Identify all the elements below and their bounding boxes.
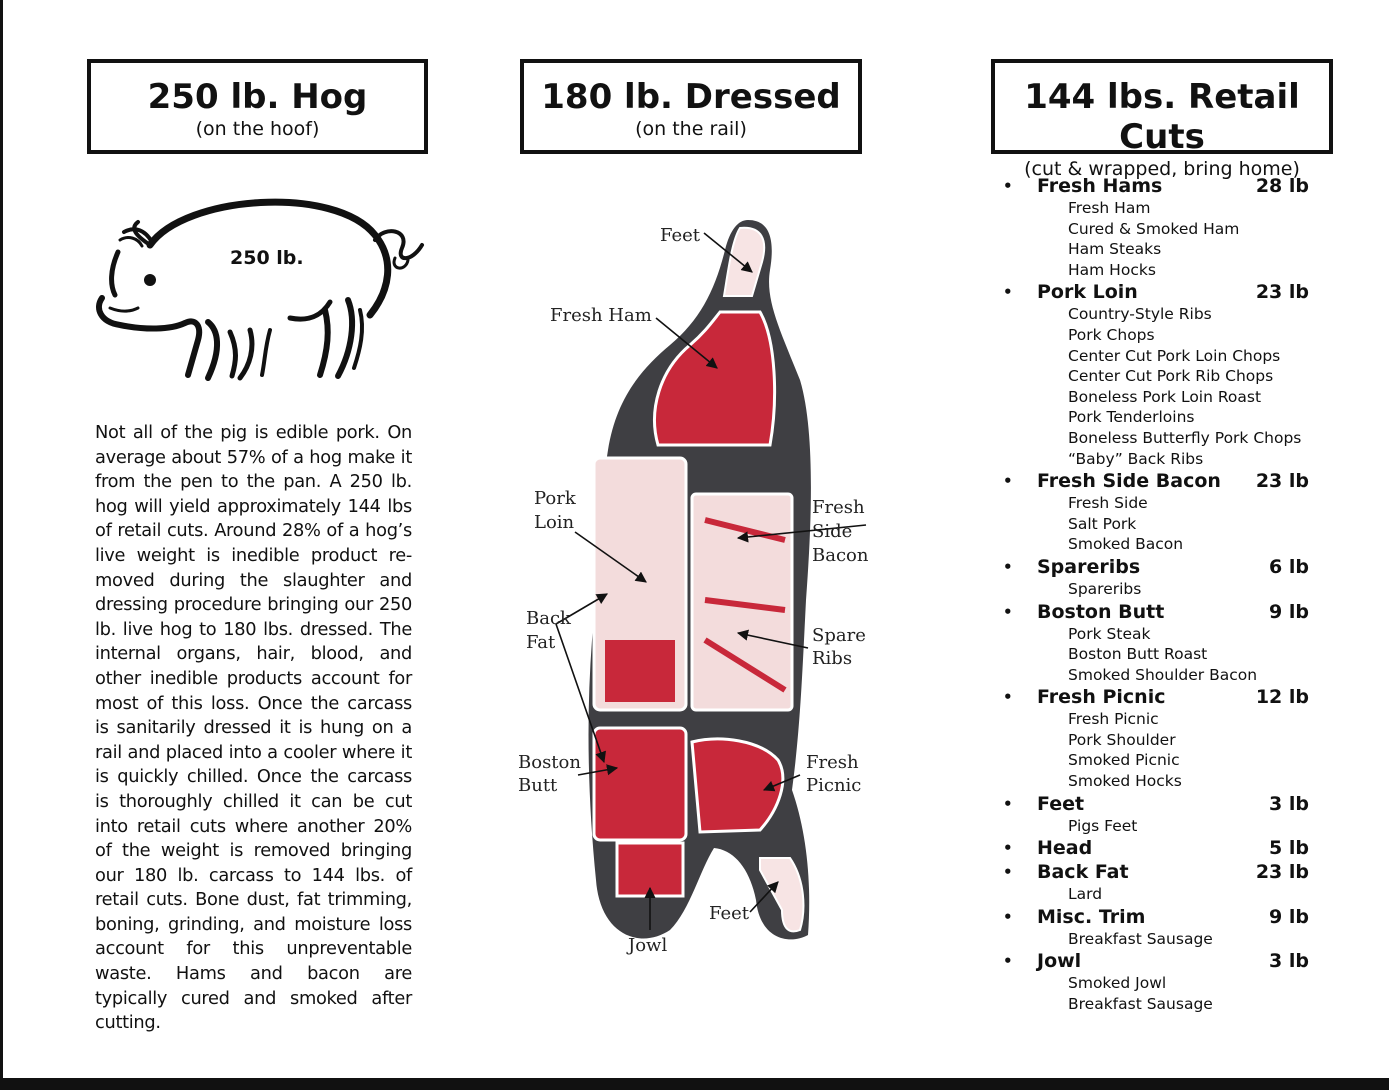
retail-cut-weight: 5 lb <box>1269 837 1309 860</box>
retail-cut-item: Smoked Bacon <box>1068 535 1184 554</box>
retail-cut-name: Boston Butt <box>1037 600 1165 623</box>
bottom-black-bar <box>0 1078 1389 1090</box>
label-boston: Boston <box>518 752 581 773</box>
retail-cut-item: Country-Style Ribs <box>1068 305 1212 324</box>
retail-cut-row <box>1003 792 1313 816</box>
retail-cut-item: Spareribs <box>1068 579 1142 598</box>
bullet-icon: • <box>1003 602 1013 621</box>
label-fresh-ham: Fresh Ham <box>550 305 652 326</box>
page-left-rule <box>0 0 3 1078</box>
retail-cut-item: Fresh Picnic <box>1068 710 1159 729</box>
retail-cut-item: Pigs Feet <box>1068 816 1138 835</box>
bullet-icon: • <box>1003 283 1013 302</box>
label-back: Back <box>526 608 571 629</box>
explanation-paragraph: Not all of the pig is edible pork. On average about 57% of a hog make it from the pen to the pan. A 250 lb. hog will yield approximately 144 lbs of retail cuts. Around 28% of a hog’s live weight is inedible product re-moved during the slaughter and dressing procedure bringing our 250 lb. live hog to 180 lbs. dressed. The internal organs, hair, blood, and other inedible products account for most of this loss. Once the carcass is sanitarily dressed it is hung on a rail and placed into a cooler where it is quickly chilled. Once the carcass is thoroughly chilled it can be cut into retail cuts where another 20% of the weight is removed bringing our 180 lb. carcass to 144 lbs. of retail cuts. Bone dust, fat trimming, boning, grinding, and moisture loss account for this unpreventable waste. Hams and bacon are typically cured and smoked after cutting. <box>95 422 412 1034</box>
retail-cut-row <box>1003 685 1313 709</box>
dressed-title: 180 lb. Dressed <box>541 77 841 117</box>
retail-cut-item: Boneless Butterfly Pork Chops <box>1068 428 1302 447</box>
bullet-icon: • <box>1003 863 1013 882</box>
cut-boston-butt <box>594 728 686 840</box>
label-pork: Pork <box>534 488 576 509</box>
retail-cut-item: Center Cut Pork Rib Chops <box>1068 367 1274 386</box>
label-bacon: Bacon <box>812 545 869 566</box>
retail-cut-item: Lard <box>1068 885 1103 904</box>
retail-cut-item: Smoked Picnic <box>1068 751 1180 770</box>
retail-cut-weight: 12 lb <box>1255 686 1309 709</box>
label-picnic: Picnic <box>806 775 862 796</box>
retail-cut-weight: 9 lb <box>1269 905 1309 928</box>
retail-cut-item: Ham Hocks <box>1068 260 1156 279</box>
retail-cut-name: Feet <box>1037 792 1085 815</box>
retail-cut-row <box>1003 905 1313 929</box>
label-feet-top: Feet <box>660 225 701 246</box>
retail-cut-name: Fresh Hams <box>1037 175 1163 197</box>
retail-cut-item: Breakfast Sausage <box>1068 995 1213 1014</box>
retail-cut-weight: 3 lb <box>1269 792 1309 815</box>
label-fat: Fat <box>526 632 556 653</box>
retail-cut-item: Pork Steak <box>1068 624 1151 643</box>
retail-cuts-list <box>1003 174 1313 1015</box>
label-jowl: Jowl <box>628 935 668 956</box>
bullet-icon: • <box>1003 688 1013 707</box>
retail-title-box <box>991 59 1333 180</box>
bullet-icon: • <box>1003 472 1013 491</box>
retail-cut-item: Smoked Shoulder Bacon <box>1068 665 1258 684</box>
label-spare: Spare <box>812 625 866 646</box>
retail-cut-row <box>1003 469 1313 493</box>
bullet-icon: • <box>1003 794 1013 813</box>
retail-cut-item: Fresh Ham <box>1068 199 1151 217</box>
retail-cut-name: Jowl <box>1037 950 1082 973</box>
retail-cut-weight: 9 lb <box>1269 600 1309 623</box>
label-butt: Butt <box>518 775 558 796</box>
label-ribs: Ribs <box>812 648 853 669</box>
retail-cut-row <box>1003 949 1313 973</box>
retail-cut-item: Breakfast Sausage <box>1068 929 1213 948</box>
bullet-icon: • <box>1003 177 1013 195</box>
retail-cut-weight: 23 lb <box>1255 861 1309 884</box>
retail-cut-name: Fresh Picnic <box>1037 686 1166 709</box>
hog-subtitle: (on the hoof) <box>195 118 320 140</box>
bullet-icon: • <box>1003 557 1013 576</box>
retail-cut-item: Boston Butt Roast <box>1068 645 1208 664</box>
retail-cut-row <box>1003 174 1313 198</box>
hog-title-box <box>87 59 428 154</box>
retail-cut-item: Pork Shoulder <box>1068 730 1176 749</box>
retail-cut-item: Smoked Hocks <box>1068 772 1182 791</box>
retail-cut-item: Pork Tenderloins <box>1068 408 1195 427</box>
retail-cut-row <box>1003 600 1313 624</box>
retail-cut-weight: 28 lb <box>1255 175 1309 197</box>
retail-cut-name: Misc. Trim <box>1037 905 1146 928</box>
retail-cut-name: Head <box>1037 837 1093 860</box>
dressed-subtitle: (on the rail) <box>635 118 747 140</box>
retail-subtitle: (cut & wrapped, bring home) <box>1024 158 1300 180</box>
pig-weight-label: 250 lb. <box>230 247 304 269</box>
retail-cut-item: Pork Chops <box>1068 325 1155 344</box>
retail-cut-item: Cured & Smoked Ham <box>1068 219 1240 238</box>
retail-title: 144 lbs. Retail Cuts <box>1024 77 1300 157</box>
hog-title: 250 lb. Hog <box>147 77 368 117</box>
retail-cut-item: Ham Steaks <box>1068 240 1162 259</box>
label-side: Side <box>812 521 853 542</box>
label-loin: Loin <box>534 512 575 533</box>
retail-cut-item: Center Cut Pork Loin Chops <box>1068 346 1281 365</box>
retail-cut-item: Smoked Jowl <box>1068 974 1167 993</box>
retail-cut-weight: 23 lb <box>1255 470 1309 493</box>
bullet-icon: • <box>1003 839 1013 858</box>
pig-illustration <box>90 190 430 390</box>
retail-cut-weight: 6 lb <box>1269 555 1309 578</box>
retail-cut-item: Salt Pork <box>1068 514 1137 533</box>
retail-cut-row <box>1003 555 1313 579</box>
retail-cut-name: Spareribs <box>1037 555 1141 578</box>
retail-cut-weight: 23 lb <box>1255 281 1309 304</box>
retail-cut-row <box>1003 280 1313 304</box>
cut-fresh-picnic <box>692 739 783 832</box>
label-feet-bottom: Feet <box>709 903 750 924</box>
retail-cut-row <box>1003 860 1313 884</box>
retail-cut-item: Fresh Side <box>1068 494 1148 513</box>
pig-eye-icon <box>144 274 156 286</box>
label-fresh-picnic-1: Fresh <box>806 752 859 773</box>
carcass-diagram <box>500 210 880 970</box>
retail-cut-name: Back Fat <box>1037 861 1129 884</box>
retail-cut-name: Pork Loin <box>1037 281 1138 304</box>
bullet-icon: • <box>1003 952 1013 971</box>
retail-cut-weight: 3 lb <box>1269 950 1309 973</box>
retail-cut-row <box>1003 836 1313 860</box>
label-fresh: Fresh <box>812 497 865 518</box>
retail-cut-name: Fresh Side Bacon <box>1037 470 1221 493</box>
retail-cut-item: “Baby” Back Ribs <box>1068 449 1204 468</box>
cut-loin-meat <box>605 640 675 702</box>
dressed-title-box <box>520 59 862 154</box>
bullet-icon: • <box>1003 907 1013 926</box>
retail-cut-item: Boneless Pork Loin Roast <box>1068 387 1262 406</box>
